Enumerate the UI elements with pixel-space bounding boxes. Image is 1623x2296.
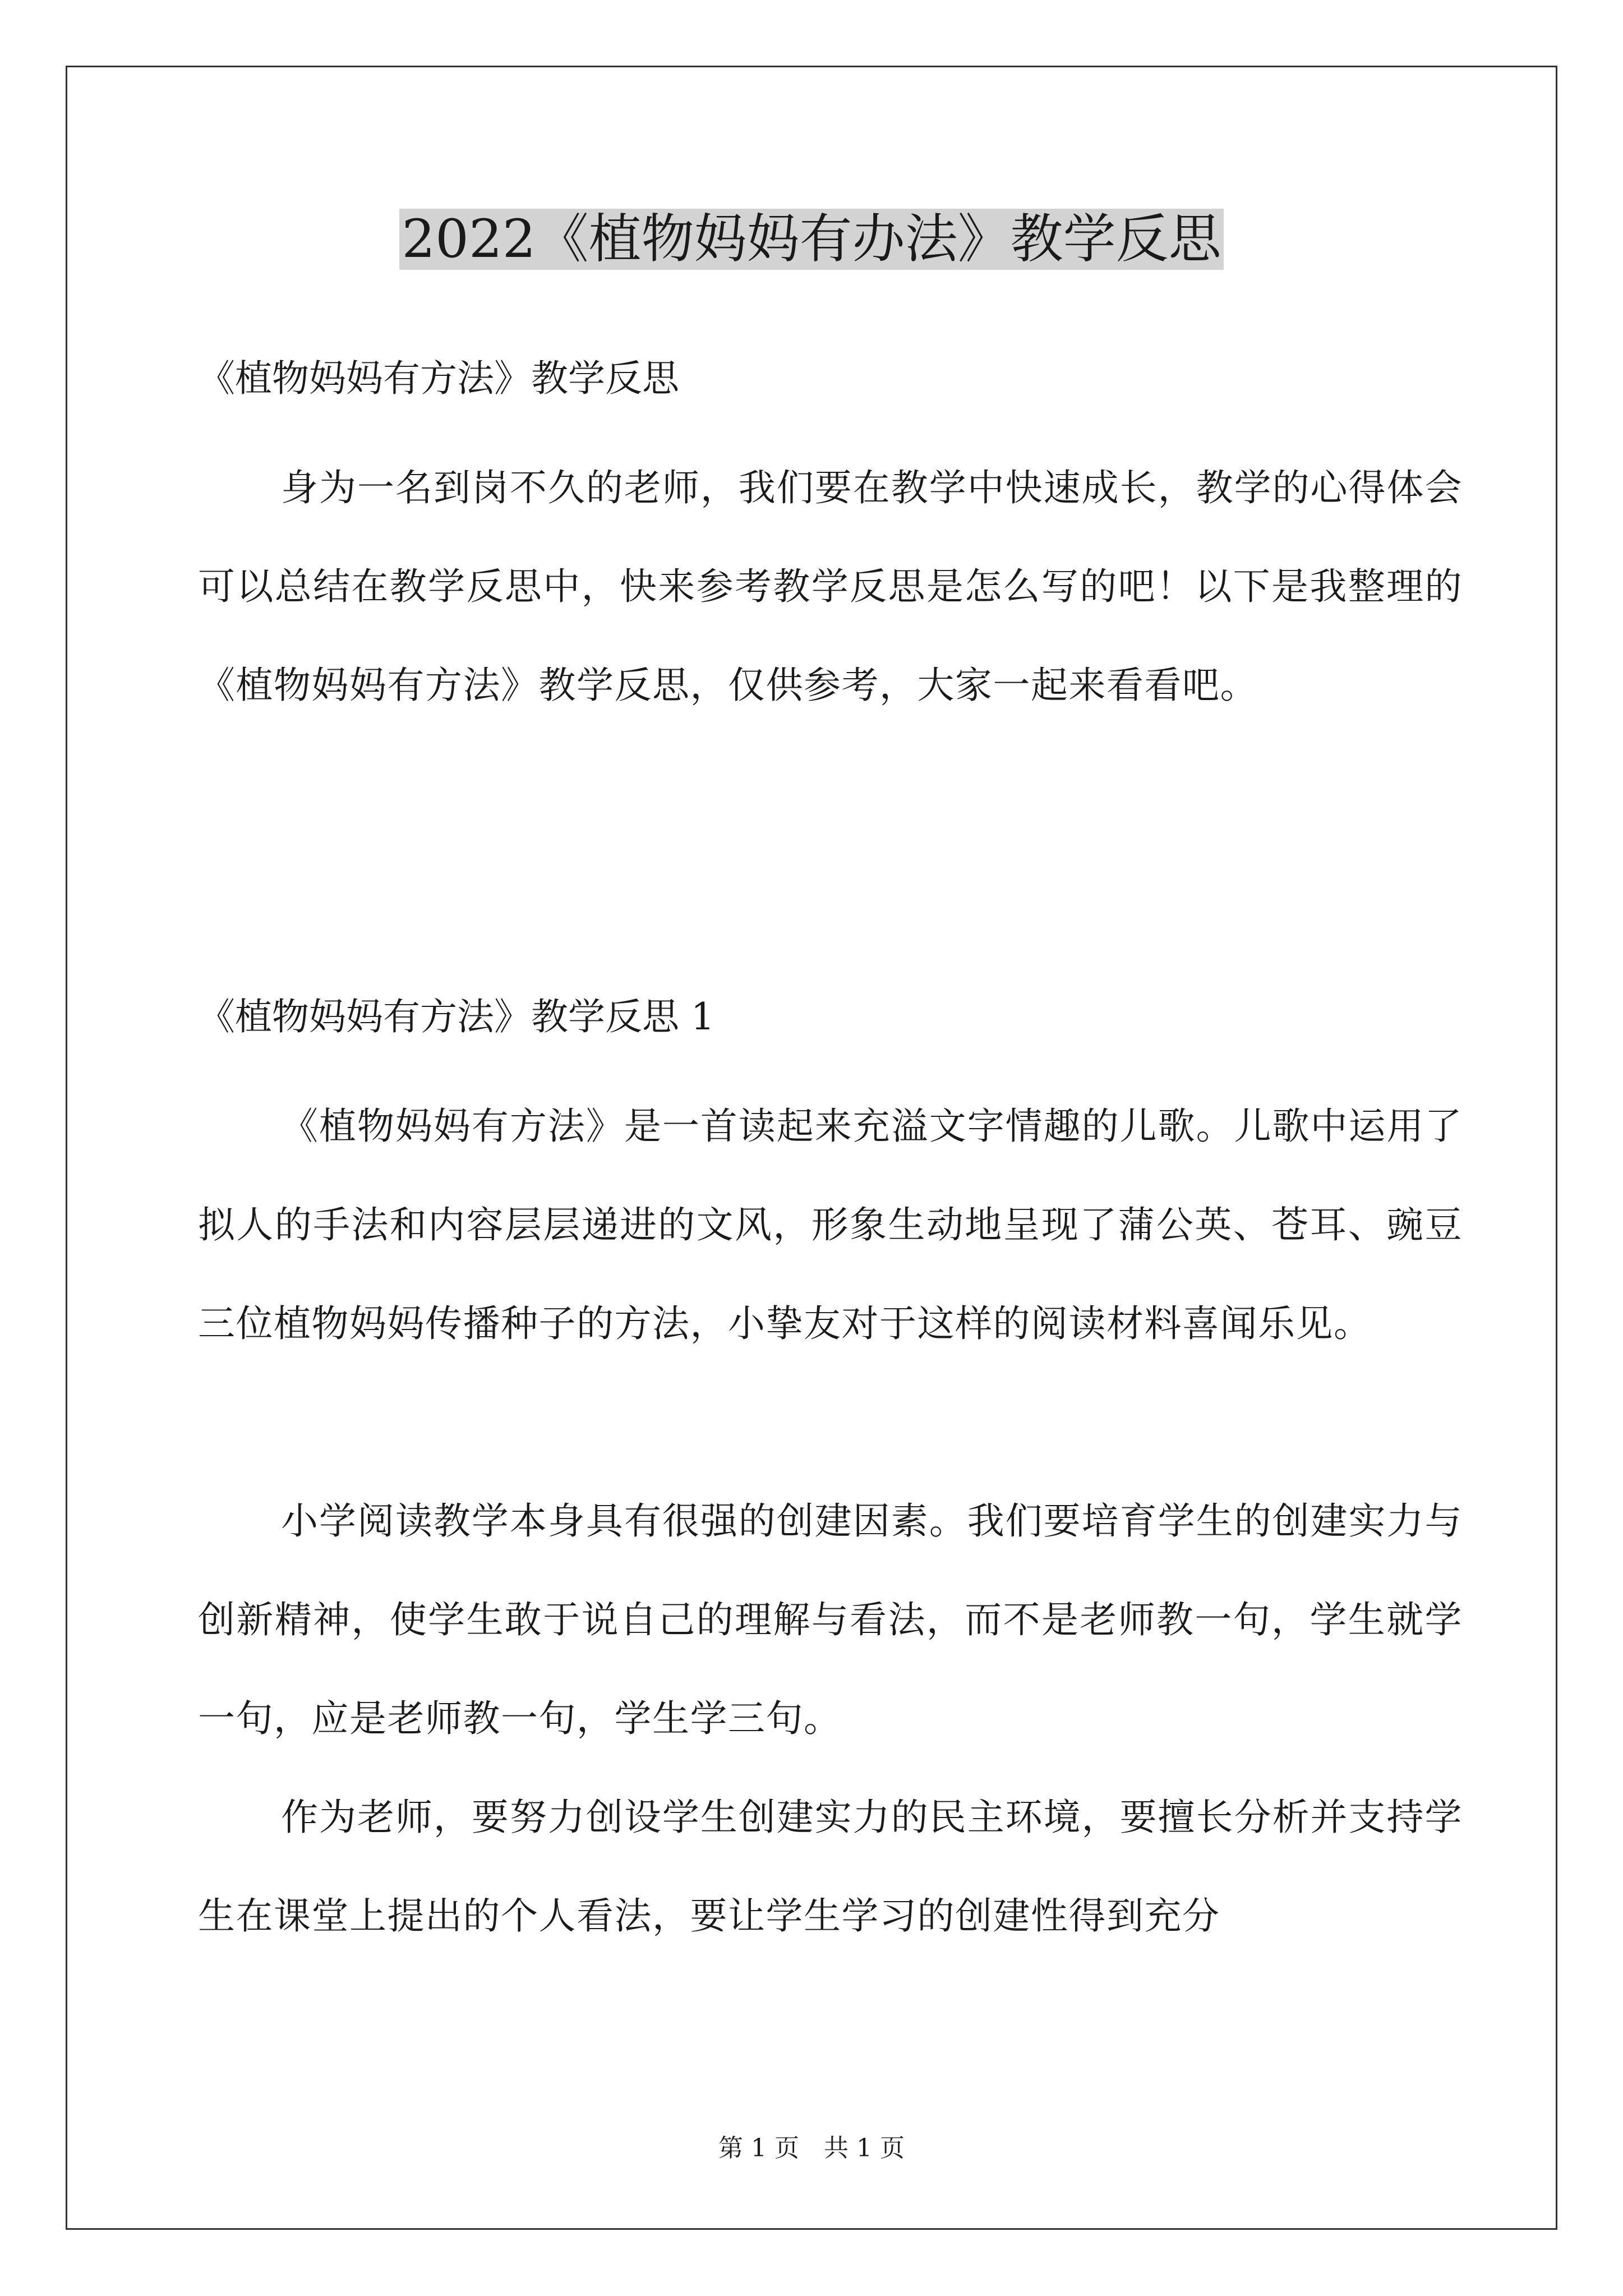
intro-paragraph: 身为一名到岗不久的老师，我们要在教学中快速成长，教学的心得体会可以总结在教学反思中，快来参考教学反思是怎么写的吧！以下是我整理的《植物妈妈有方法》教学反思，仅供参考，大家一起来看看吧。 [198,466,1463,707]
body-paragraph: 《植物妈妈有方法》是一首读起来充溢文字情趣的儿歌。儿歌中运用了拟人的手法和内容层层递进的文风，形象生动地呈现了蒲公英、苍耳、豌豆三位植物妈妈传播种子的方法，小挚友对于这样的阅读材料喜闻乐见。 [198,1105,1463,1345]
section-heading: 《植物妈妈有方法》教学反思 [198,357,679,400]
body-paragraph: 小学阅读教学本身具有很强的创建因素。我们要培育学生的创建实力与创新精神，使学生敢于说自己的理解与看法，而不是老师教一句，学生就学一句，应是老师教一句，学生学三句。 [198,1499,1463,1740]
body-paragraph: 作为老师，要努力创设学生创建实力的民主环境，要擅长分析并支持学生在课堂上提出的个人看法，要让学生学习的创建性得到充分 [198,1796,1463,1938]
document-title-text: 2022《植物妈妈有办法》教学反思 [399,209,1223,270]
document-title [0,203,1623,276]
section-heading: 《植物妈妈有方法》教学反思 1 [198,995,714,1038]
page-footer: 第 1 页 共 1 页 [718,2134,905,2162]
